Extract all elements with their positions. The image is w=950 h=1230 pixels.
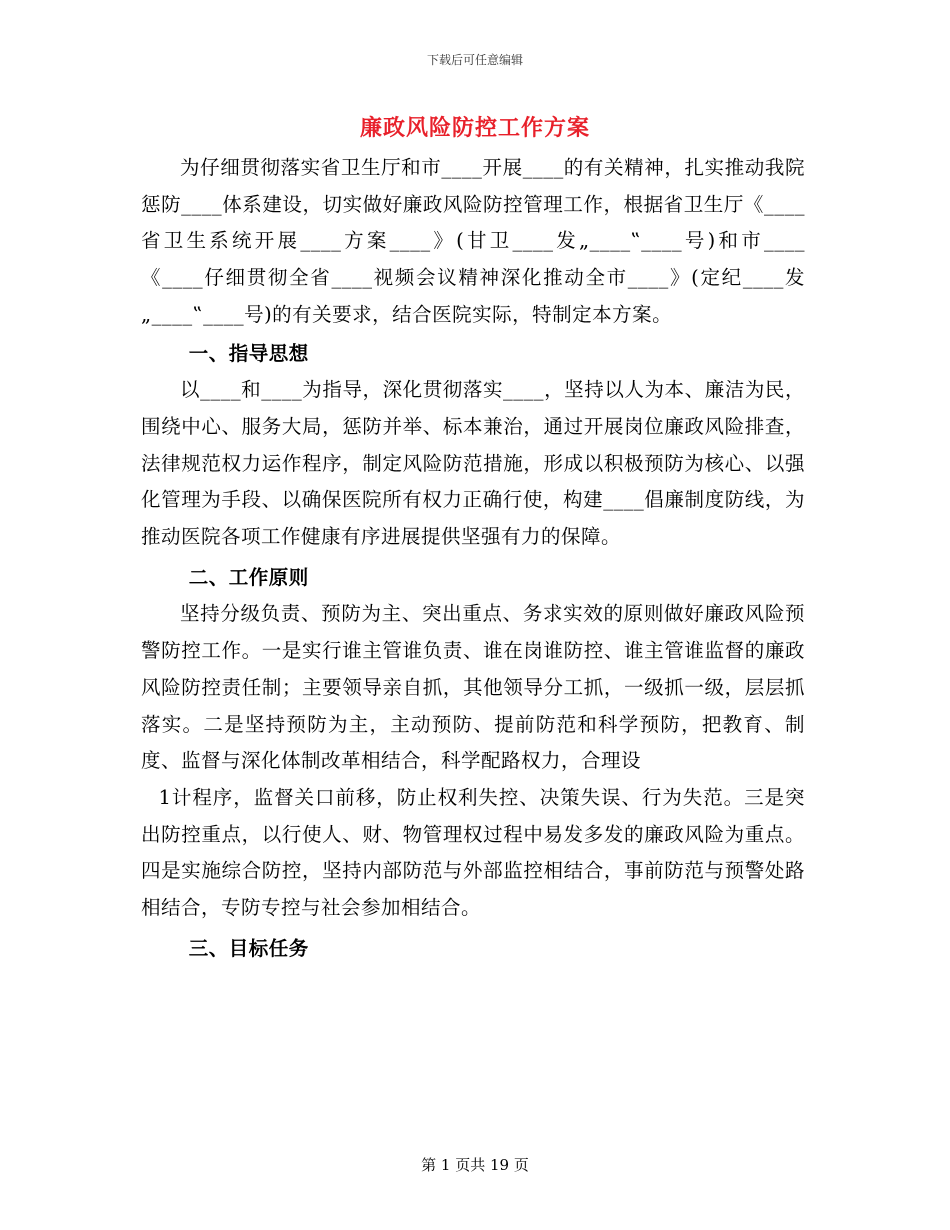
section-heading-goals-tasks: 三、目标任务 [188, 936, 309, 960]
header-note: 下载后可任意编辑 [426, 53, 523, 67]
page-number-footer: 第 1 页共 19 页 [421, 1156, 529, 1174]
work-principles-continuation-paragraph: 1计程序，监督关口前移，防止权利失控、决策失误、行为失范。三是突出防控重点，以行使人、财、物管理权过程中易发多发的廉政风险为重点。四是实施综合防控，坚持内部防范与外部监控相结合，事前防范与预警处路相结合，专防专控与社会参加相结合。 [141, 785, 805, 920]
document-title: 廉政风险防控工作方案 [359, 115, 590, 141]
work-principles-paragraph: 坚持分级负责、预防为主、突出重点、务求实效的原则做好廉政风险预警防控工作。一是实行谁主管谁负责、谁在岗谁防控、谁主管谁监督的廉政风险防控责任制；主要领导亲自抓，其他领导分工抓，一级抓一级，层层抓落实。二是坚持预防为主，主动预防、提前防范和科学预防，把教育、制度、监督与深化体制改革相结合，科学配路权力，合理设 [141, 602, 805, 773]
document-body [141, 150, 805, 967]
section-heading-work-principles: 二、工作原则 [188, 565, 309, 589]
guiding-ideology-paragraph: 以____和____为指导，深化贯彻落实____，坚持以人为本、廉洁为民，围绕中心、服务大局，惩防并举、标本兼治，通过开展岗位廉政风险排查，法律规范权力运作程序，制定风险防范措施，形成以积极预防为核心、以强化管理为手段、以确保医院所有权力正确行使，构建____倡廉制度防线，为推动医院各项工作健康有序进展提供坚强有力的保障。 [141, 378, 805, 549]
section-heading-guiding-ideology: 一、指导思想 [188, 341, 309, 365]
intro-paragraph: 为仔细贯彻落实省卫生厅和市____开展____的有关精神，扎实推动我院惩防____体系建设，切实做好廉政风险防控管理工作，根据省卫生厅《____省卫生系统开展____方案____》(甘卫____发„____‟____号)和市____《____仔细贯彻全省____视频会议精神深化推动全市____》(定纪____发„____‟____号)的有关要求，结合医院实际，特制定本方案。 [141, 156, 805, 326]
